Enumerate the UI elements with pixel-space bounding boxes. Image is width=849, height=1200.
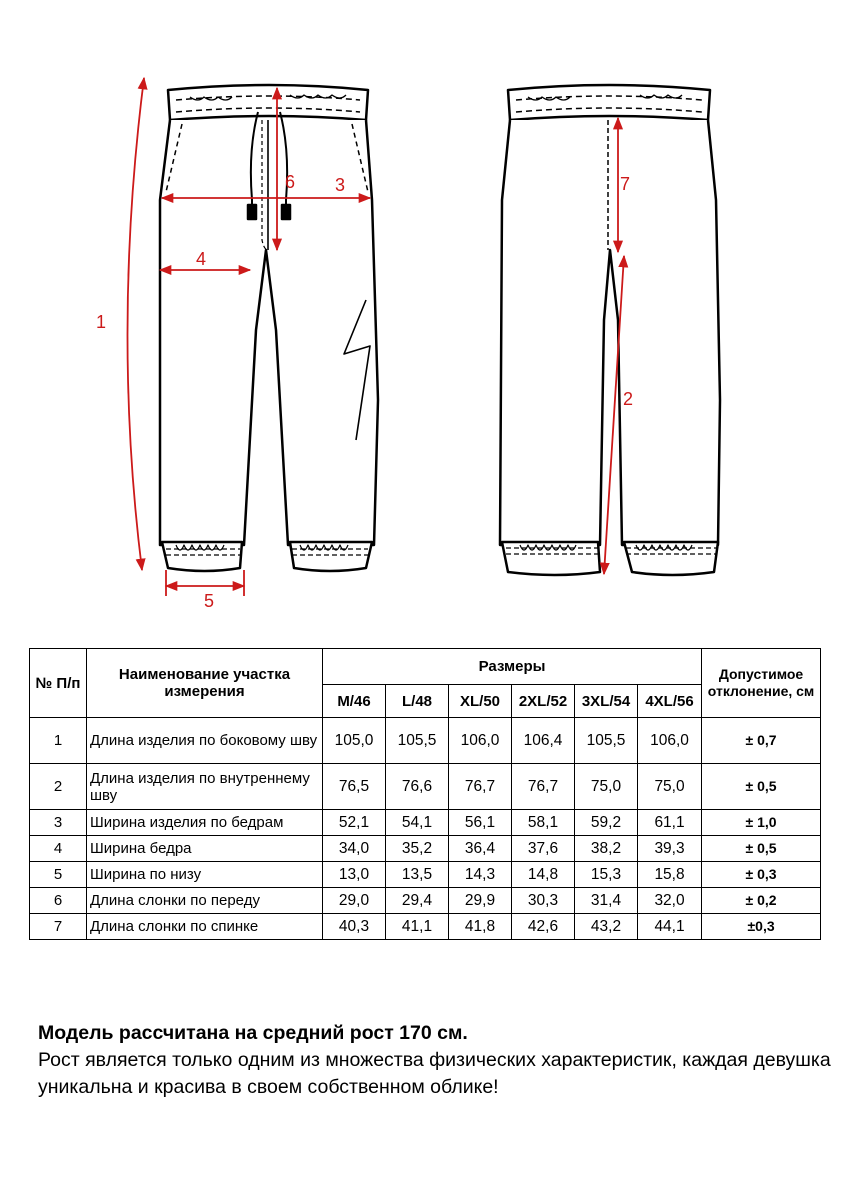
row-number: 4 xyxy=(30,836,87,862)
row-tolerance: ±0,3 xyxy=(702,914,821,940)
row-tolerance: ± 0,3 xyxy=(702,862,821,888)
header-sizes: Размеры xyxy=(323,649,702,685)
header-number: № П/п xyxy=(30,649,87,718)
measure-1-label: 1 xyxy=(96,312,107,332)
row-value: 56,1 xyxy=(449,810,512,836)
row-number: 3 xyxy=(30,810,87,836)
table-row xyxy=(30,718,821,764)
size-header: 3XL/54 xyxy=(575,685,638,718)
row-tolerance: ± 0,5 xyxy=(702,764,821,810)
row-value: 29,9 xyxy=(449,888,512,914)
row-value: 38,2 xyxy=(575,836,638,862)
header-measure-name: Наименование участка измерения xyxy=(87,649,323,718)
row-value: 105,0 xyxy=(323,718,386,764)
row-value: 76,6 xyxy=(386,764,449,810)
measure-4-label: 4 xyxy=(196,249,207,269)
table-row xyxy=(30,888,821,914)
row-value: 76,7 xyxy=(449,764,512,810)
measure-1-arrow xyxy=(127,78,144,570)
row-value: 61,1 xyxy=(638,810,702,836)
row-value: 36,4 xyxy=(449,836,512,862)
row-value: 31,4 xyxy=(575,888,638,914)
row-value: 39,3 xyxy=(638,836,702,862)
row-value: 13,5 xyxy=(386,862,449,888)
row-value: 106,0 xyxy=(638,718,702,764)
measure-6-label: 6 xyxy=(285,172,296,192)
row-value: 105,5 xyxy=(386,718,449,764)
row-value: 15,8 xyxy=(638,862,702,888)
front-left-cuff xyxy=(162,542,242,571)
row-value: 35,2 xyxy=(386,836,449,862)
row-value: 52,1 xyxy=(323,810,386,836)
row-tolerance: ± 0,5 xyxy=(702,836,821,862)
note-height: Модель рассчитана на средний рост 170 см. xyxy=(38,1022,468,1044)
row-name: Ширина бедра xyxy=(87,836,323,862)
row-value: 42,6 xyxy=(512,914,575,940)
size-header: M/46 xyxy=(323,685,386,718)
row-value: 76,7 xyxy=(512,764,575,810)
row-value: 59,2 xyxy=(575,810,638,836)
row-value: 29,4 xyxy=(386,888,449,914)
row-value: 40,3 xyxy=(323,914,386,940)
row-value: 44,1 xyxy=(638,914,702,940)
table-row xyxy=(30,836,821,862)
row-tolerance: ± 0,7 xyxy=(702,718,821,764)
row-number: 6 xyxy=(30,888,87,914)
row-tolerance: ± 0,2 xyxy=(702,888,821,914)
row-name: Длина слонки по переду xyxy=(87,888,323,914)
size-table xyxy=(29,648,821,940)
row-value: 14,3 xyxy=(449,862,512,888)
row-value: 105,5 xyxy=(575,718,638,764)
measure-3-label: 3 xyxy=(335,175,346,195)
row-value: 43,2 xyxy=(575,914,638,940)
row-value: 34,0 xyxy=(323,836,386,862)
header-tolerance: Допустимое отклонение, см xyxy=(702,649,821,718)
back-waistband xyxy=(508,85,710,120)
front-outline xyxy=(160,120,378,545)
row-value: 37,6 xyxy=(512,836,575,862)
row-number: 7 xyxy=(30,914,87,940)
size-header: XL/50 xyxy=(449,685,512,718)
row-value: 30,3 xyxy=(512,888,575,914)
row-number: 5 xyxy=(30,862,87,888)
size-header: L/48 xyxy=(386,685,449,718)
row-value: 75,0 xyxy=(638,764,702,810)
size-header: 2XL/52 xyxy=(512,685,575,718)
note-body: Рост является только одним из множества физических характеристик, каждая девушка уникальна и красива в своем собственном облике! xyxy=(38,1049,831,1098)
back-view-drawing xyxy=(500,85,720,575)
table-row xyxy=(30,914,821,940)
measure-5-label: 5 xyxy=(204,591,215,611)
row-value: 13,0 xyxy=(323,862,386,888)
table-row xyxy=(30,862,821,888)
row-name: Длина слонки по спинке xyxy=(87,914,323,940)
table-row xyxy=(30,764,821,810)
size-header: 4XL/56 xyxy=(638,685,702,718)
row-value: 54,1 xyxy=(386,810,449,836)
row-value: 106,4 xyxy=(512,718,575,764)
row-number: 2 xyxy=(30,764,87,810)
row-value: 76,5 xyxy=(323,764,386,810)
row-name: Ширина по низу xyxy=(87,862,323,888)
row-value: 41,8 xyxy=(449,914,512,940)
row-name: Длина изделия по боковому шву xyxy=(87,718,323,764)
row-value: 32,0 xyxy=(638,888,702,914)
row-name: Длина изделия по внутреннему шву xyxy=(87,764,323,810)
row-value: 29,0 xyxy=(323,888,386,914)
row-value: 106,0 xyxy=(449,718,512,764)
measure-2-label: 2 xyxy=(623,389,634,409)
measure-7-label: 7 xyxy=(620,174,631,194)
row-tolerance: ± 1,0 xyxy=(702,810,821,836)
notes-block xyxy=(38,1020,838,1101)
row-value: 14,8 xyxy=(512,862,575,888)
row-name: Ширина изделия по бедрам xyxy=(87,810,323,836)
row-value: 58,1 xyxy=(512,810,575,836)
table-row xyxy=(30,810,821,836)
back-right-cuff xyxy=(624,542,718,575)
front-waistband xyxy=(168,85,368,120)
row-number: 1 xyxy=(30,718,87,764)
row-value: 75,0 xyxy=(575,764,638,810)
row-value: 41,1 xyxy=(386,914,449,940)
row-value: 15,3 xyxy=(575,862,638,888)
front-view-drawing xyxy=(160,85,378,571)
